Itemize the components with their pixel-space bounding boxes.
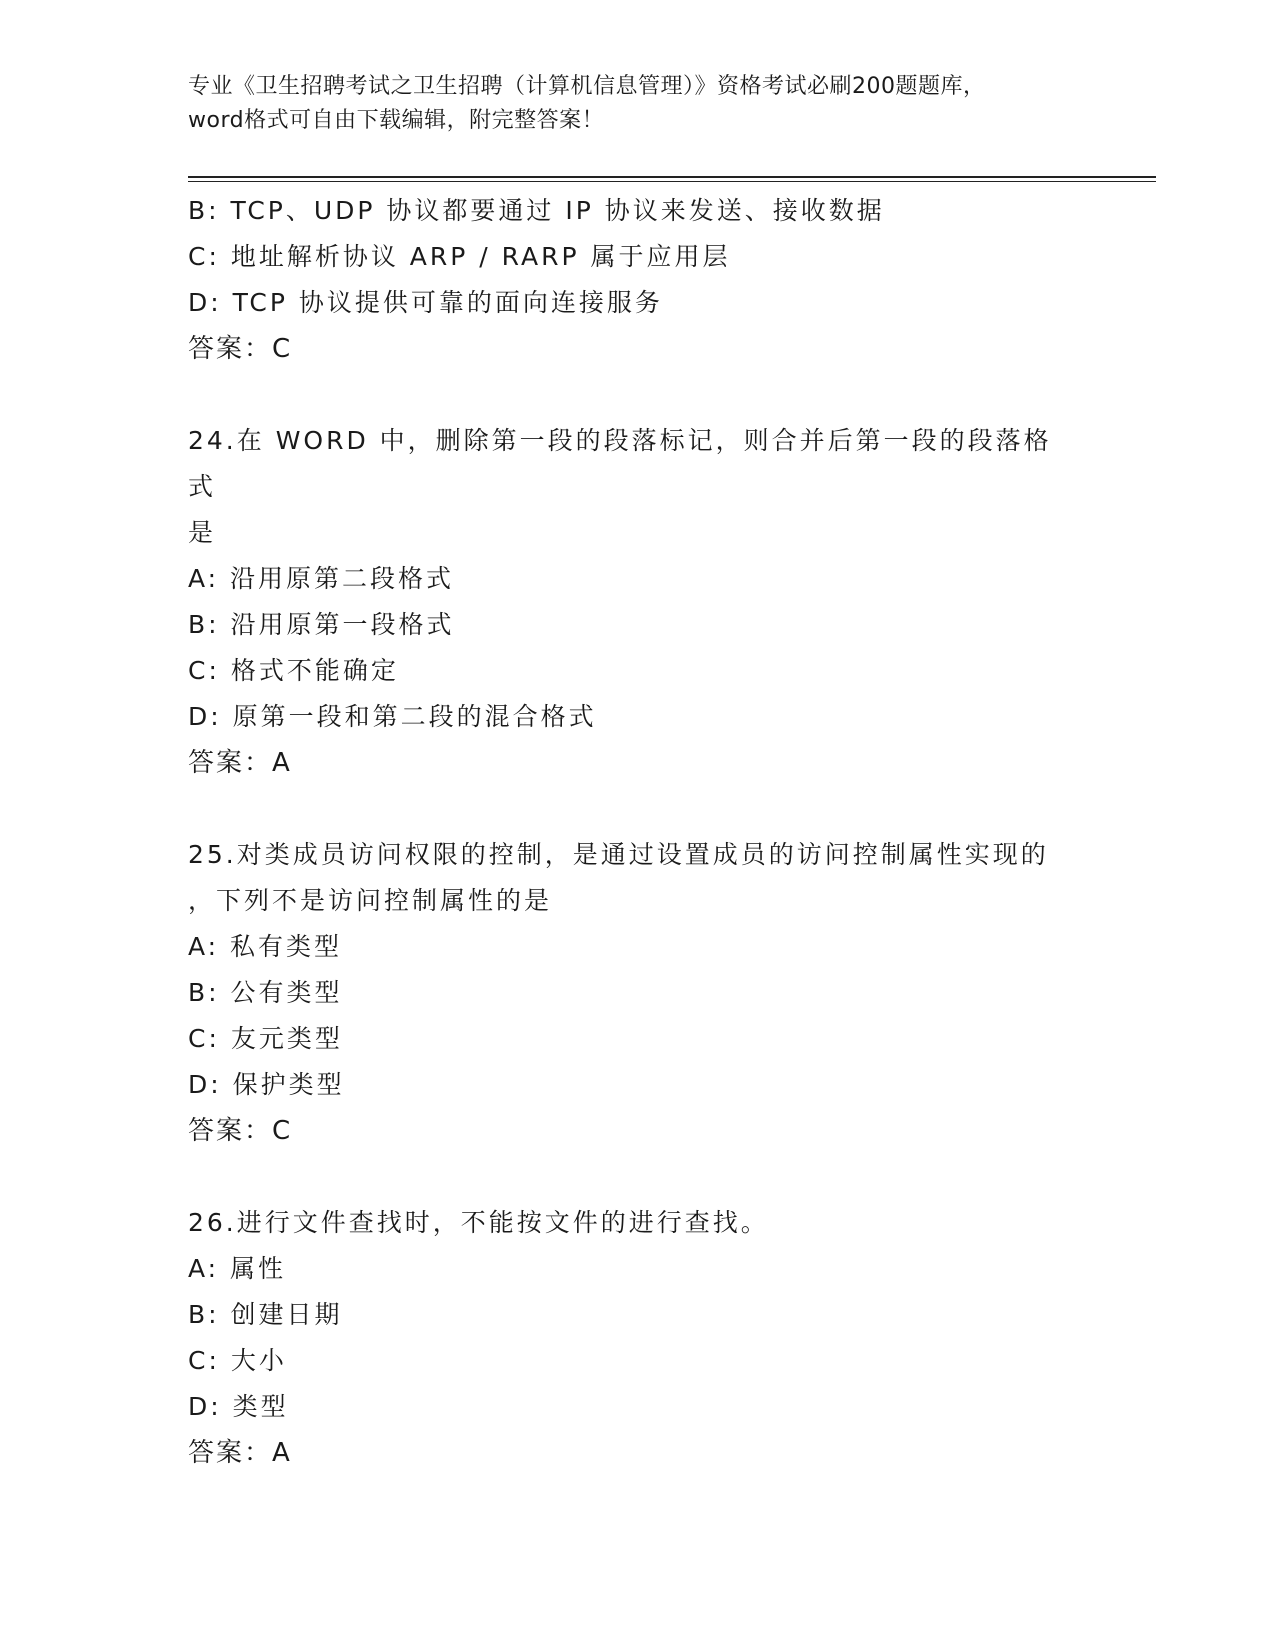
question-stem: 25.对类成员访问权限的控制，是通过设置成员的访问控制属性实现的 — [188, 840, 1049, 869]
option-c: C: 大小 — [188, 1346, 287, 1375]
page-header — [188, 70, 1088, 138]
question-stem-continued: ，下列不是访问控制属性的是 — [188, 886, 553, 915]
option-d: D: 保护类型 — [188, 1070, 345, 1099]
option-b: B: 沿用原第一段格式 — [188, 610, 455, 639]
header-divider — [188, 176, 1156, 182]
option-a: A: 私有类型 — [188, 932, 343, 961]
header-line-2: word格式可自由下载编辑，附完整答案！ — [188, 108, 605, 133]
continued-question — [188, 188, 1088, 372]
question-25 — [188, 832, 1088, 1154]
question-stem-continued: 是 — [188, 518, 217, 547]
question-stem: 24.在 WORD 中，删除第一段的段落标记，则合并后第一段的段落格式 — [188, 426, 1052, 501]
option-d: D: 类型 — [188, 1392, 289, 1421]
document-body — [188, 188, 1088, 1476]
option-d: D: 原第一段和第二段的混合格式 — [188, 702, 597, 731]
option-b: B: 创建日期 — [188, 1300, 343, 1329]
answer: 答案：C — [188, 334, 293, 364]
question-26 — [188, 1200, 1088, 1476]
answer: 答案：A — [188, 1438, 292, 1468]
option-b: B: TCP、UDP 协议都要通过 IP 协议来发送、接收数据 — [188, 196, 885, 225]
question-stem: 26.进行文件查找时，不能按文件的进行查找。 — [188, 1208, 769, 1237]
option-c: C: 格式不能确定 — [188, 656, 399, 685]
option-c: C: 友元类型 — [188, 1024, 343, 1053]
option-d: D: TCP 协议提供可靠的面向连接服务 — [188, 288, 663, 317]
option-a: A: 沿用原第二段格式 — [188, 564, 455, 593]
option-b: B: 公有类型 — [188, 978, 343, 1007]
answer: 答案：A — [188, 748, 292, 778]
header-line-1: 专业《卫生招聘考试之卫生招聘（计算机信息管理）》资格考试必刷200题题库， — [188, 74, 986, 99]
answer: 答案：C — [188, 1116, 293, 1146]
question-24 — [188, 418, 1088, 786]
option-a: A: 属性 — [188, 1254, 287, 1283]
option-c: C: 地址解析协议 ARP / RARP 属于应用层 — [188, 242, 731, 271]
